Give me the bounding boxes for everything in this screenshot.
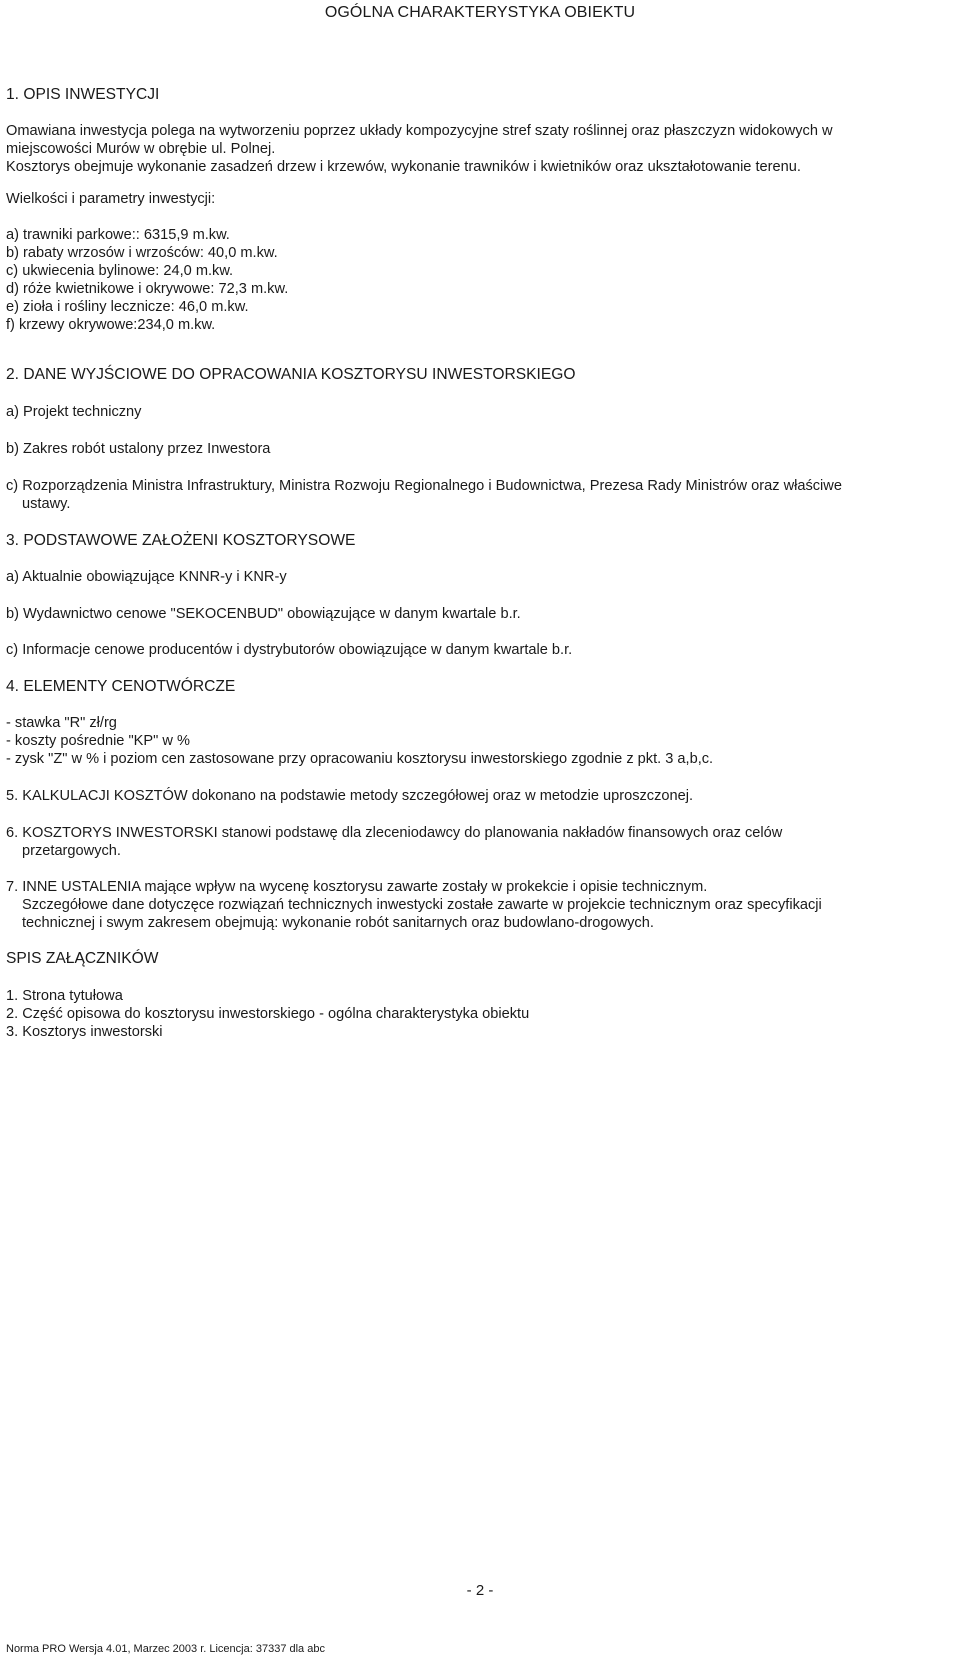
section-7-line: technicznej i swym zakresem obejmują: wykonanie robót sanitarnych oraz budowlano-drogowych.: [22, 915, 654, 931]
item-c-line: c) Rozporządzenia Ministra Infrastruktury, Ministra Rozwoju Regionalnego i Budownictwa, Prezesa Rady Ministrów oraz właściwe: [6, 478, 842, 494]
section-3-item-b: b) Wydawnictwo cenowe "SEKOCENBUD" obowiązujące w danym kwartale b.r.: [6, 606, 521, 622]
parameters-list: [6, 226, 950, 334]
section-3-item-a: a) Aktualnie obowiązujące KNNR-y i KNR-y: [6, 569, 287, 585]
footer-license: Norma PRO Wersja 4.01, Marzec 2003 r. Licencja: 37337 dla abc: [6, 1643, 325, 1655]
cost-element-item: - koszty pośrednie "KP" w %: [6, 733, 190, 749]
section-2-item-c: [6, 477, 950, 513]
paragraph-line: Omawiana inwestycja polega na wytworzeniu poprzez układy kompozycyjne stref szaty roślinnej oraz płaszczyzn widokowych w: [6, 123, 833, 139]
section-3-item-c: c) Informacje cenowe producentów i dystrybutorów obowiązujące w danym kwartale b.r.: [6, 642, 573, 658]
parameter-item: d) róże kwietnikowe i okrywowe: 72,3 m.kw.: [6, 281, 289, 297]
section-2-item-b: b) Zakres robót ustalony przez Inwestora: [6, 441, 271, 457]
section-7-text: [6, 878, 950, 932]
section-4-list: [6, 714, 950, 768]
attachments-title: SPIS ZAŁĄCZNIKÓW: [6, 950, 159, 967]
parameters-heading: Wielkości i parametry inwestycji:: [6, 191, 216, 207]
item-c-line: ustawy.: [22, 496, 71, 512]
page-number: - 2 -: [466, 1582, 494, 1599]
attachment-item: 1. Strona tytułowa: [6, 988, 123, 1004]
cost-element-item: - zysk "Z" w % i poziom cen zastosowane przy opracowaniu kosztorysu inwestorskiego zgodnie z pkt. 3 a,b,c.: [6, 751, 714, 767]
section-4-title: 4. ELEMENTY CENOTWÓRCZE: [6, 678, 236, 695]
attachments-list: [6, 987, 950, 1041]
section-6-text: [6, 824, 950, 860]
section-6-line: 6. KOSZTORYS INWESTORSKI stanowi podstawę dla zleceniodawcy do planowania nakładów finansowych oraz celów: [6, 825, 783, 841]
attachment-item: 3. Kosztorys inwestorski: [6, 1024, 163, 1040]
attachment-item: 2. Część opisowa do kosztorysu inwestorskiego - ogólna charakterystyka obiektu: [6, 1006, 530, 1022]
section-2-title: 2. DANE WYJŚCIOWE DO OPRACOWANIA KOSZTORYSU INWESTORSKIEGO: [6, 366, 576, 383]
section-3-title: 3. PODSTAWOWE ZAŁOŻENI KOSZTORYSOWE: [6, 532, 356, 549]
section-5-text: 5. KALKULACJI KOSZTÓW dokonano na podstawie metody szczegółowej oraz w metodzie uproszczonej.: [6, 788, 694, 804]
parameter-item: c) ukwiecenia bylinowe: 24,0 m.kw.: [6, 263, 234, 279]
section-7-line: 7. INNE USTALENIA mające wpływ na wycenę kosztorysu zawarte zostały w prokekcie i opisie technicznym.: [6, 879, 708, 895]
paragraph-line: Kosztorys obejmuje wykonanie zasadzeń drzew i krzewów, wykonanie trawników i kwietników oraz ukształotowanie terenu.: [6, 159, 801, 175]
section-6-line: przetargowych.: [22, 843, 121, 859]
parameter-item: a) trawniki parkowe:: 6315,9 m.kw.: [6, 227, 230, 243]
section-7-line: Szczegółowe dane dotyczęce rozwiązań technicznych inwestycki zostałe zawarte w projekcie technicznym oraz specyfikacji: [22, 897, 822, 913]
parameter-item: e) zioła i rośliny lecznicze: 46,0 m.kw.: [6, 299, 249, 315]
cost-element-item: - stawka "R" zł/rg: [6, 715, 117, 731]
section-2-item-a: a) Projekt techniczny: [6, 404, 142, 420]
parameter-item: b) rabaty wrzosów i wrzośców: 40,0 m.kw.: [6, 245, 278, 261]
section-1-paragraph: [6, 122, 950, 176]
document-title: OGÓLNA CHARAKTERYSTYKA OBIEKTU: [324, 4, 636, 21]
paragraph-line: miejscowości Murów w obrębie ul. Polnej.: [6, 141, 276, 157]
section-1-title: 1. OPIS INWESTYCJI: [6, 86, 160, 103]
parameter-item: f) krzewy okrywowe:234,0 m.kw.: [6, 317, 216, 333]
